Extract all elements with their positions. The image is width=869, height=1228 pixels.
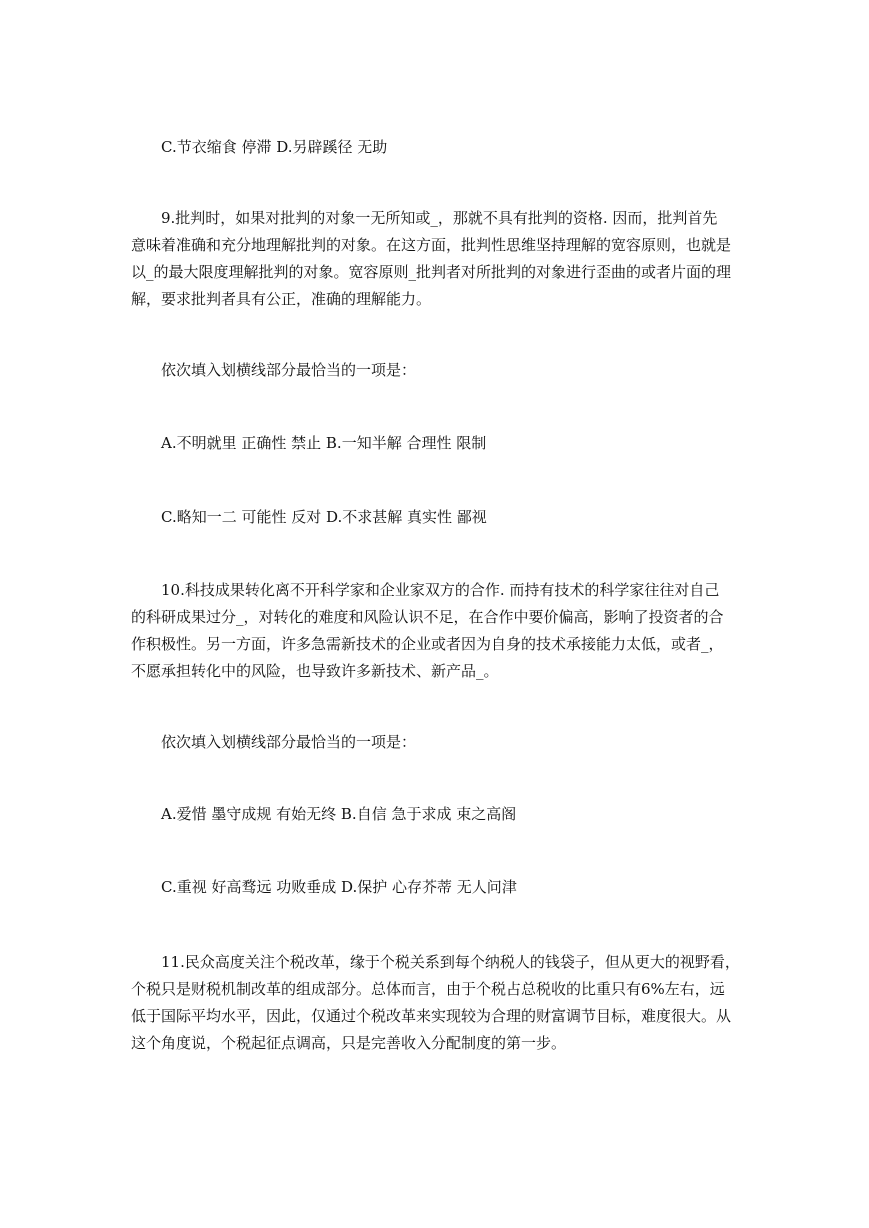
stem-line: 作积极性。另一方面，许多急需新技术的企业或者因为自身的技术承接能力太低，或者_， xyxy=(131,635,724,653)
prompt-line: 依次填入划横线部分最恰当的一项是： xyxy=(161,361,417,379)
prompt-line: 依次填入划横线部分最恰当的一项是： xyxy=(161,733,417,751)
stem-line: 解，要求批判者具有公正，准确的理解能力。 xyxy=(131,290,432,308)
stem-line: 的科研成果过分_，对转化的难度和风险认识不足，在合作中要价偏高，影响了投资者的合 xyxy=(131,608,724,626)
stem-line: 不愿承担转化中的风险，也导致许多新技术、新产品_。 xyxy=(131,662,499,680)
q9-options-cd xyxy=(131,504,781,531)
q9-options-ab xyxy=(131,430,781,457)
option-line: C.略知一二 可能性 反对 D.不求甚解 真实性 鄙视 xyxy=(161,508,487,526)
option-line: A.爱惜 墨守成规 有始无终 B.自信 急于求成 束之高阁 xyxy=(161,805,517,823)
q9-stem xyxy=(131,205,751,313)
stem-line: 这个角度说，个税起征点调高，只是完善收入分配制度的第一步。 xyxy=(131,1034,567,1052)
q10-stem xyxy=(131,577,751,685)
stem-line: 以_的最大限度理解批判的对象。宽容原则_批判者对所批判的对象进行歪曲的或者片面的理 xyxy=(131,263,732,281)
q10-prompt xyxy=(131,729,781,756)
q8-options-cd xyxy=(131,134,781,161)
stem-line: 11.民众高度关注个税改革，缘于个税关系到每个纳税人的钱袋子，但从更大的视野看， xyxy=(161,953,740,971)
q10-options-ab xyxy=(131,801,781,828)
q11-stem xyxy=(131,949,751,1057)
stem-line: 意味着准确和充分地理解批判的对象。在这方面，批判性思维坚持理解的宽容原则，也就是 xyxy=(131,236,732,254)
option-line: C.重视 好高骛远 功败垂成 D.保护 心存芥蒂 无人问津 xyxy=(161,878,517,896)
stem-line: 9.批判时，如果对批判的对象一无所知或_，那就不具有批判的资格. 因而，批判首先 xyxy=(161,209,718,227)
stem-line: 低于国际平均水平，因此，仅通过个税改革来实现较为合理的财富调节目标，难度很大。从 xyxy=(131,1007,732,1025)
stem-line: 个税只是财税机制改革的组成部分。总体而言，由于个税占总税收的比重只有6%左右，远 xyxy=(131,980,725,998)
stem-line: 10.科技成果转化离不开科学家和企业家双方的合作. 而持有技术的科学家往往对自己 xyxy=(161,581,720,599)
option-line: C.节衣缩食 停滞 D.另辟蹊径 无助 xyxy=(161,138,388,156)
q10-options-cd xyxy=(131,874,781,901)
option-line: A.不明就里 正确性 禁止 B.一知半解 合理性 限制 xyxy=(161,434,487,452)
q9-prompt xyxy=(131,357,781,384)
